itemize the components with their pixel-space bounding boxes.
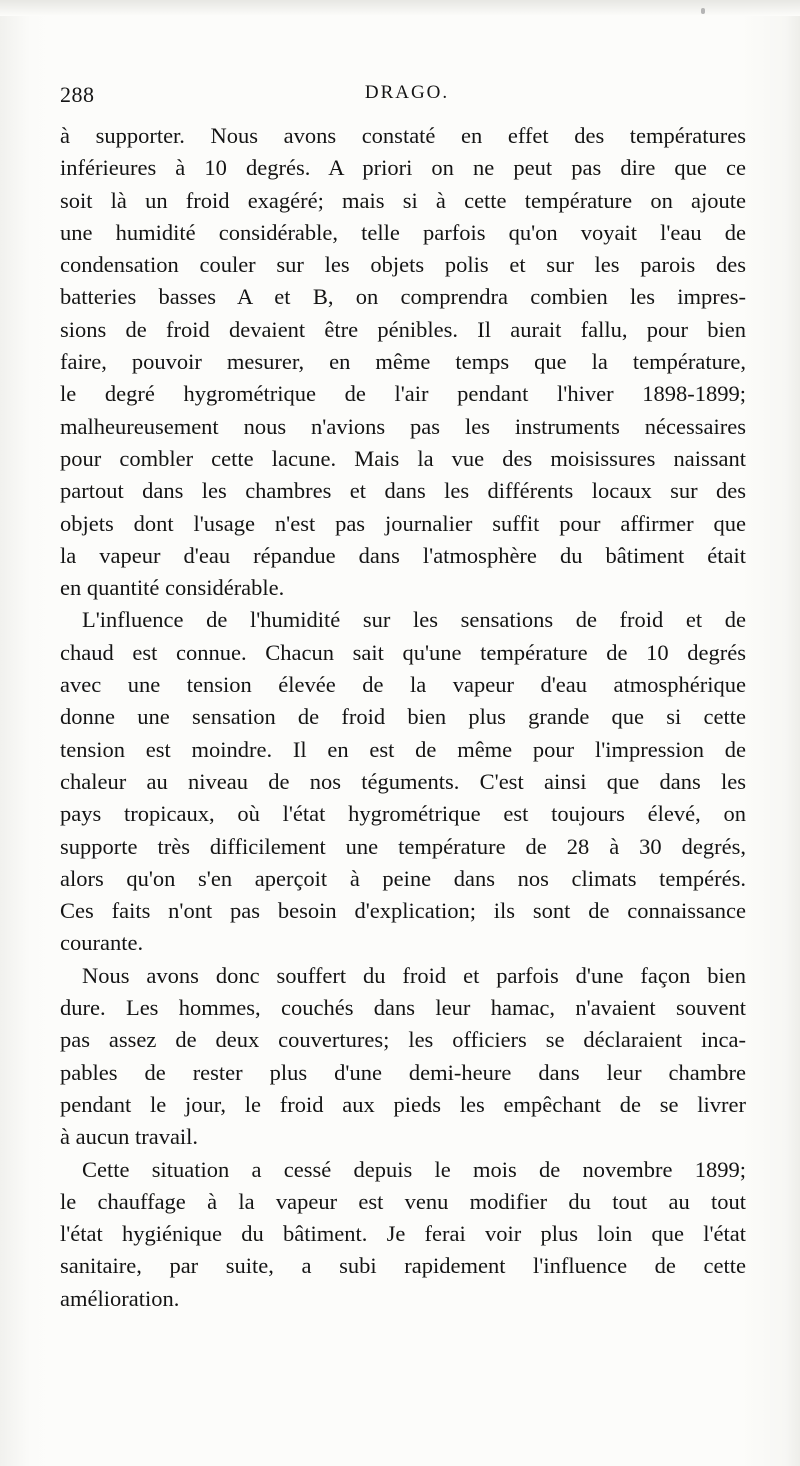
text-line: à supporter. Nous avons constaté en effet des températures (60, 123, 746, 148)
text-line: le degré hygrométrique de l'air pendant l'hiver 1898-1899; (60, 381, 746, 407)
paragraph (60, 120, 746, 604)
text-line: alors qu'on s'en aperçoit à peine dans nos climats tempérés. (60, 865, 746, 891)
text-line: pendant le jour, le froid aux pieds les empêchant de se livrer (60, 1091, 746, 1117)
text-line: L'influence de l'humidité sur les sensations de froid et de (82, 607, 746, 633)
text-line: en quantité considérable. (60, 575, 285, 601)
text-line: soit là un froid exagéré; mais si à cette température on ajoute (60, 187, 746, 213)
page-number: 288 (60, 82, 95, 107)
text-line: pas assez de deux couvertures; les officiers se déclaraient inca- (60, 1027, 746, 1053)
text-line: le chauffage à la vapeur est venu modifier du tout au tout (60, 1188, 746, 1214)
text-line: pour combler cette lacune. Mais la vue des moisissures naissant (60, 445, 746, 471)
text-line: Cette situation a cessé depuis le mois de novembre 1899; (82, 1156, 746, 1182)
text-line: sanitaire, par suite, a subi rapidement l'influence de cette (60, 1253, 746, 1279)
text-line: condensation couler sur les objets polis et sur les parois des (60, 252, 746, 278)
text-line: chaleur au niveau de nos téguments. C'est ainsi que dans les (60, 768, 746, 794)
page-top-edge (0, 0, 800, 16)
text-line: amélioration. (60, 1285, 180, 1311)
text-line: batteries basses A et B, on comprendra combien les impres- (60, 284, 746, 310)
paragraph (60, 960, 746, 1154)
text-line: chaud est connue. Chacun sait qu'une température de 10 degrés (60, 639, 746, 665)
text-line: courante. (60, 930, 144, 956)
text-line: objets dont l'usage n'est pas journalier suffit pour affirmer que (60, 510, 746, 536)
scan-mark (701, 8, 705, 14)
paragraph (60, 1154, 746, 1315)
text-line: pays tropicaux, où l'état hygrométrique est toujours élevé, on (60, 801, 746, 827)
text-line: l'état hygiénique du bâtiment. Je ferai voir plus loin que l'état (60, 1221, 746, 1247)
text-line: une humidité considérable, telle parfois qu'on voyait l'eau de (60, 219, 746, 245)
running-head: DRAGO. (364, 82, 450, 103)
text-line: pables de rester plus d'une demi-heure dans leur chambre (60, 1059, 746, 1085)
text-line: dure. Les hommes, couchés dans leur hamac, n'avaient souvent (60, 995, 746, 1021)
text-line: à aucun travail. (60, 1124, 199, 1150)
text-line: partout dans les chambres et dans les différents locaux sur des (60, 478, 746, 504)
text-line: la vapeur d'eau répandue dans l'atmosphère du bâtiment était (60, 542, 746, 568)
text-line: supporte très difficilement une température de 28 à 30 degrés, (60, 833, 746, 859)
text-line: avec une tension élevée de la vapeur d'eau atmosphérique (60, 672, 746, 698)
text-line: donne une sensation de froid bien plus grande que si cette (60, 704, 746, 730)
text-line: Ces faits n'ont pas besoin d'explication; ils sont de connaissance (60, 898, 746, 924)
text-line: faire, pouvoir mesurer, en même temps que la température, (60, 349, 746, 375)
body-text (60, 120, 746, 1315)
text-line: sions de froid devaient être pénibles. Il aurait fallu, pour bien (60, 316, 746, 342)
paragraph (60, 604, 746, 959)
text-line: tension est moindre. Il en est de même pour l'impression de (60, 736, 746, 762)
text-line: inférieures à 10 degrés. A priori on ne peut pas dire que ce (60, 155, 746, 181)
text-line: malheureusement nous n'avions pas les instruments nécessaires (60, 413, 746, 439)
text-line: Nous avons donc souffert du froid et parfois d'une façon bien (82, 962, 746, 988)
page-header (60, 82, 746, 112)
